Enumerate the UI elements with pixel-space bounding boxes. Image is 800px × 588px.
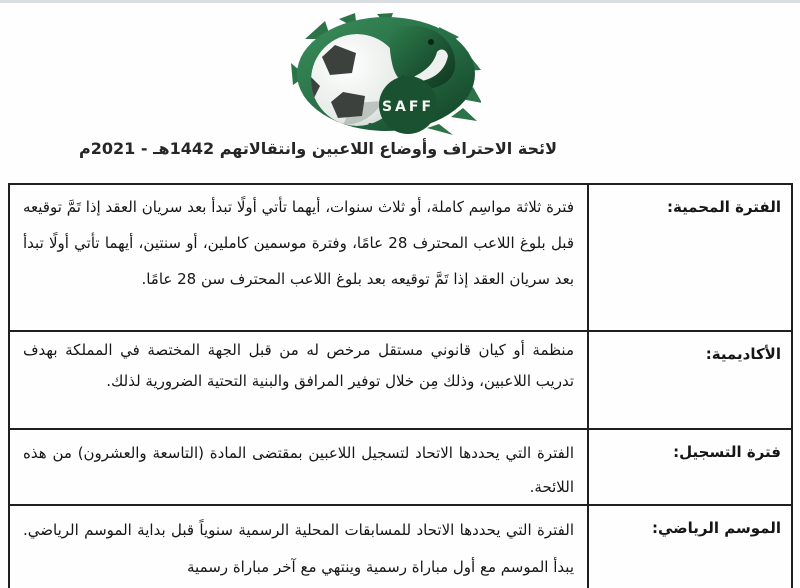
table-row-registration-period [10, 430, 791, 506]
definition-cell: الفترة التي يحددها الاتحاد للمسابقات المحلية الرسمية سنوياً قبل بداية الموسم الرياضي. يبدأ الموسم مع أول مباراة رسمية وينتهي مع آخر مباراة رسمية [23, 521, 574, 576]
saff-logo [291, 13, 481, 137]
document-title: لائحة الاحتراف وأوضاع اللاعبين وانتقالاتهم 1442هـ - 2021م [79, 139, 557, 158]
table-row-sports-season [10, 506, 791, 588]
table-row-academy [10, 332, 791, 430]
definition-cell: الفترة التي يحددها الاتحاد لتسجيل اللاعبين بمقتضى المادة (التاسعة والعشرون) من هذه اللائحة. [23, 444, 574, 496]
term-cell: فترة التسجيل: [587, 430, 791, 504]
term-cell: الموسم الرياضي: [587, 506, 791, 588]
definition-cell: فترة ثلاثة مواسِم كاملة، أو ثلاث سنوات، أيهما تأتي أولًا تبدأ بعد سريان العقد إذا تَمَّ توقيعه قبل بلوغ اللاعب المحترف 28 عامًا، وفترة موسمين كاملين، أو سنتين، أيهما تأتي أولًا تبدأ بعد سريان العقد إذا تَمَّ توقيعه بعد بلوغ اللاعب المحترف سن 28 عامًا. [23, 198, 575, 288]
definitions-table [8, 183, 793, 588]
term-cell: الفترة المحمية: [587, 185, 791, 330]
term-cell: الأكاديمية: [587, 332, 791, 428]
definition-cell: منظمة أو كيان قانوني مستقل مرخص له من قبل الجهة المختصة في المملكة بهدف تدريب اللاعبين، وذلك مِن خلال توفير المرافق والبنية التحتية الضرورية لذلك. [23, 341, 574, 390]
saff-falcon-emblem-graphic [291, 13, 481, 137]
table-row-protected-period [10, 185, 791, 332]
saff-logo-text: SAFF [381, 99, 435, 115]
page-top-border [0, 0, 800, 3]
